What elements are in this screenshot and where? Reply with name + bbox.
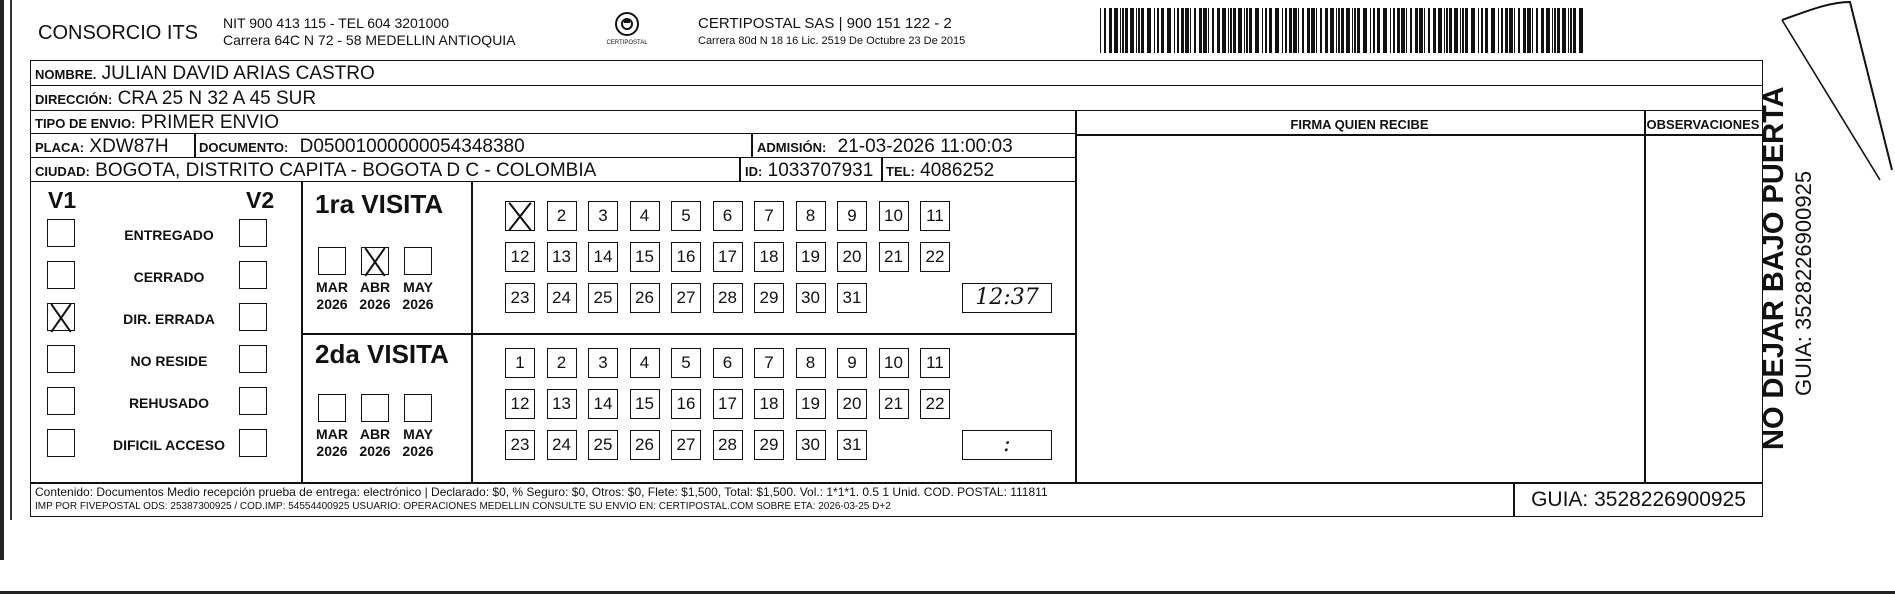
status-label: REHUSADO xyxy=(128,395,210,411)
month-label xyxy=(355,426,395,460)
barcode-bar xyxy=(1289,8,1292,53)
barcode-bar xyxy=(1444,8,1445,53)
month-year: 2026 xyxy=(402,296,434,312)
bottom-rule xyxy=(0,591,1895,594)
barcode-bar xyxy=(1130,8,1134,53)
barcode-bar xyxy=(1373,8,1375,53)
id-label: ID: xyxy=(745,164,763,179)
barcode-bar xyxy=(1212,8,1214,53)
barcode-bar xyxy=(1393,8,1395,53)
certipostal-logo xyxy=(597,8,657,54)
barcode-bar xyxy=(1415,8,1418,53)
barcode-bar xyxy=(1433,8,1436,53)
admision-label: ADMISIÓN: xyxy=(757,140,827,155)
day-box: 17 xyxy=(713,242,743,272)
month-checkbox xyxy=(318,247,346,275)
barcode-bar xyxy=(1478,8,1479,53)
direccion-label: DIRECCIÓN: xyxy=(35,92,113,107)
day-box: 11 xyxy=(920,201,950,231)
day-box: 11 xyxy=(920,348,950,378)
barcode-bar xyxy=(1228,8,1229,53)
barcode-bar xyxy=(1307,8,1310,53)
barcode-bar xyxy=(1275,8,1279,53)
day-box: 10 xyxy=(879,201,909,231)
barcode-bar xyxy=(1316,8,1317,53)
barcode-bar xyxy=(1357,8,1360,53)
barcode-bar xyxy=(1244,8,1245,53)
day-box: 7 xyxy=(754,201,784,231)
page-edge xyxy=(0,0,4,560)
month-year: 2026 xyxy=(402,443,434,459)
v2-checkbox xyxy=(239,303,267,331)
page-edge-inner xyxy=(10,0,12,520)
barcode-bar xyxy=(1190,8,1191,53)
logo-icon xyxy=(597,8,657,54)
barcode-bar xyxy=(1167,8,1171,53)
documento-label: DOCUMENTO: xyxy=(199,140,289,155)
v1-checkbox xyxy=(47,219,75,247)
barcode-bar xyxy=(1501,8,1503,53)
barcode-bar xyxy=(1194,8,1196,53)
barcode-bar xyxy=(1269,8,1272,53)
barcode-bar xyxy=(1471,8,1475,53)
barcode-bar xyxy=(1246,8,1248,53)
barcode-bar xyxy=(1449,8,1452,53)
status-label: DIFICIL ACCESO xyxy=(112,437,225,453)
day-box: 5 xyxy=(671,348,701,378)
day-box: 9 xyxy=(837,201,867,231)
side-guia: GUIA: 3528226900925 xyxy=(1791,170,1816,396)
day-box: 29 xyxy=(754,430,784,460)
day-box: 28 xyxy=(713,430,743,460)
v2-checkbox xyxy=(239,345,267,373)
barcode-bar xyxy=(1485,8,1488,53)
day-box: 13 xyxy=(547,389,577,419)
day-box: 23 xyxy=(505,430,535,460)
day-box: 13 xyxy=(547,242,577,272)
month-checkbox xyxy=(404,247,432,275)
month-name: MAR xyxy=(316,426,348,442)
barcode-bar xyxy=(1161,8,1164,53)
day-box: 22 xyxy=(920,242,950,272)
barcode-bar xyxy=(1536,8,1538,53)
time-box: : xyxy=(962,430,1052,460)
day-box: 3 xyxy=(588,348,618,378)
barcode-bar xyxy=(1203,8,1207,53)
barcode-bar xyxy=(1341,8,1344,53)
barcode-bar xyxy=(1428,8,1430,53)
month-name: MAY xyxy=(403,426,433,442)
month-label xyxy=(398,279,438,313)
day-box: 21 xyxy=(879,389,909,419)
ciudad-value: BOGOTA, DISTRITO CAPITA - BOGOTA D C - COLOMBIA xyxy=(95,160,597,181)
barcode-bar xyxy=(1481,8,1483,53)
day-box: 25 xyxy=(588,430,618,460)
day-box: 7 xyxy=(754,348,784,378)
barcode-bar xyxy=(1568,8,1569,53)
day-box: 30 xyxy=(796,430,826,460)
barcode-bar xyxy=(1208,8,1209,53)
barcode-bar xyxy=(1363,8,1367,53)
month-label xyxy=(355,279,395,313)
barcode-bar xyxy=(1185,8,1189,53)
barcode-bar xyxy=(1199,8,1202,53)
day-box: 29 xyxy=(754,283,784,313)
row-tipo xyxy=(31,111,1075,134)
barcode-bar xyxy=(1174,8,1175,53)
barcode-bar xyxy=(1330,8,1334,53)
company-name: CONSORCIO ITS xyxy=(38,22,199,44)
v2-header: V2 xyxy=(246,187,275,213)
barcode-bar xyxy=(1262,8,1263,53)
firma-header: FIRMA QUIEN RECIBE xyxy=(1290,117,1429,132)
day-box: 28 xyxy=(713,283,743,313)
side-warning: NO DEJAR BAJO PUERTA xyxy=(1758,86,1790,450)
barcode-bar xyxy=(1554,8,1556,53)
month-year: 2026 xyxy=(359,296,391,312)
placa-label: PLACA: xyxy=(35,140,85,155)
barcode-bar xyxy=(1401,8,1405,53)
day-box: 19 xyxy=(796,389,826,419)
month-checkbox xyxy=(318,394,346,422)
barcode-bar xyxy=(1465,8,1468,53)
barcode-bar xyxy=(1370,8,1371,53)
barcode-bar xyxy=(1570,8,1572,53)
month-name: MAY xyxy=(403,279,433,295)
tipo-value: PRIMER ENVIO xyxy=(140,112,279,133)
day-box: 3 xyxy=(588,201,618,231)
barcode-bar xyxy=(1446,8,1448,53)
day-box: 19 xyxy=(796,242,826,272)
barcode-bar xyxy=(1438,8,1442,53)
barcode-bar xyxy=(1141,8,1144,53)
day-box: 15 xyxy=(630,242,660,272)
barcode-bar xyxy=(1562,8,1566,53)
nit-line: NIT 900 413 115 - TEL 604 3201000 xyxy=(223,15,449,31)
observaciones-header: OBSERVACIONES xyxy=(1646,117,1760,132)
v2-checkbox xyxy=(239,261,267,289)
day-box: 5 xyxy=(671,201,701,231)
barcode-bar xyxy=(1573,8,1576,53)
barcode-bar xyxy=(1557,8,1560,53)
day-box: 10 xyxy=(879,348,909,378)
barcode-bar xyxy=(1120,8,1121,53)
barcode-bar xyxy=(1230,8,1232,53)
barcode-bar xyxy=(1147,8,1151,53)
barcode-bar xyxy=(1518,8,1520,53)
barcode-bar xyxy=(1346,8,1350,53)
day-box: 6 xyxy=(713,201,743,231)
barcode-bar xyxy=(1454,8,1458,53)
v2-checkbox xyxy=(239,387,267,415)
barcode-bar xyxy=(1122,8,1124,53)
status-label: ENTREGADO xyxy=(124,227,214,243)
barcode-bar xyxy=(1238,8,1242,53)
barcode-bar xyxy=(1419,8,1423,53)
nombre-value: JULIAN DAVID ARIAS CASTRO xyxy=(101,63,375,84)
day-box: 20 xyxy=(837,389,867,419)
day-box: 9 xyxy=(837,348,867,378)
barcode-bar xyxy=(1154,8,1155,53)
v1-checkbox xyxy=(47,303,75,331)
day-box: 31 xyxy=(837,283,867,313)
nombre-label: NOMBRE. xyxy=(35,67,97,82)
row-ciudad xyxy=(31,158,1075,182)
barcode-bar xyxy=(1157,8,1159,53)
month-year: 2026 xyxy=(316,296,348,312)
day-box: 14 xyxy=(588,389,618,419)
day-box: 18 xyxy=(754,389,784,419)
barcode-bar xyxy=(1320,8,1322,53)
day-box: 8 xyxy=(796,201,826,231)
day-box: 27 xyxy=(671,283,701,313)
v1-checkbox xyxy=(47,429,75,457)
barcode-bar xyxy=(1460,8,1461,53)
month-checkbox xyxy=(404,394,432,422)
day-box: 2 xyxy=(547,201,577,231)
month-checkbox xyxy=(361,394,389,422)
barcode-bar xyxy=(1177,8,1179,53)
footer-content: Contenido: Documentos Medio recepción prueba de entrega: electrónico | Declarado: $0, % Seguro: $0, Otros: $0, Flete: $1,500, Total: $1,500. Vol.: 1*1*1. 0.5 1 Unid. COD. POSTAL: 111811 xyxy=(35,485,1048,499)
v1-checkbox xyxy=(47,261,75,289)
barcode-bar xyxy=(1249,8,1252,53)
admision-value: 21-03-2026 11:00:03 xyxy=(837,136,1013,157)
barcode-bar xyxy=(1285,8,1287,53)
day-box: 4 xyxy=(630,348,660,378)
month-checkbox xyxy=(361,247,389,275)
barcode-bar xyxy=(1125,8,1128,53)
barcode-bar xyxy=(1336,8,1337,53)
day-box: 18 xyxy=(754,242,784,272)
placa-value: XDW87H xyxy=(89,136,169,157)
barcode-bar xyxy=(1410,8,1412,53)
barcode-bar xyxy=(1302,8,1304,53)
barcode-bar xyxy=(1222,8,1226,53)
day-box: 24 xyxy=(547,430,577,460)
barcode-bar xyxy=(1104,8,1106,53)
barcode-bar xyxy=(1424,8,1425,53)
day-box: 25 xyxy=(588,283,618,313)
tipo-label: TIPO DE ENVIO: xyxy=(35,116,136,131)
row-placa xyxy=(31,134,1075,158)
certipostal-address: Carrera 80d N 18 16 Lic. 2519 De Octubre 23 De 2015 xyxy=(698,35,966,47)
v1-checkbox xyxy=(47,345,75,373)
day-box: 12 xyxy=(505,242,535,272)
barcode-bar xyxy=(1498,8,1499,53)
barcode-bar xyxy=(1579,8,1583,53)
barcode-bar xyxy=(1377,8,1380,53)
day-box: 26 xyxy=(630,430,660,460)
barcode-bar xyxy=(1352,8,1353,53)
barcode-bar xyxy=(1383,8,1387,53)
tel-label: TEL: xyxy=(886,164,915,179)
barcode-bar xyxy=(1406,8,1407,53)
month-year: 2026 xyxy=(316,443,348,459)
v1-header: V1 xyxy=(48,187,77,213)
day-box: 8 xyxy=(796,348,826,378)
barcode-bar xyxy=(1523,8,1526,53)
visit2-title: 2da VISITA xyxy=(315,339,449,369)
status-label: NO RESIDE xyxy=(130,353,208,369)
day-box: 21 xyxy=(879,242,909,272)
barcode-bar xyxy=(1532,8,1533,53)
month-name: ABR xyxy=(359,279,391,295)
barcode-bar xyxy=(1298,8,1299,53)
barcode-bar xyxy=(1390,8,1391,53)
day-box xyxy=(505,201,535,231)
month-label xyxy=(398,426,438,460)
barcode-bar xyxy=(1217,8,1220,53)
day-box: 27 xyxy=(671,430,701,460)
barcode-bar xyxy=(1491,8,1495,53)
company-info xyxy=(223,15,516,49)
v2-checkbox xyxy=(239,219,267,247)
day-box: 4 xyxy=(630,201,660,231)
day-box: 12 xyxy=(505,389,535,419)
address-line: Carrera 64C N 72 - 58 MEDELLIN ANTIOQUIA xyxy=(223,32,516,48)
barcode-bar xyxy=(1311,8,1315,53)
day-box: 30 xyxy=(796,283,826,313)
v1-checkbox xyxy=(47,387,75,415)
footer-imp: IMP POR FIVEPOSTAL ODS: 25387300925 / COD.IMP: 54554400925 USUARIO: OPERACIONES MEDELLIN CONSULTE SU ENVIO EN: CERTIPOSTAL.COM SOBRE ETA: 2026-03-25 D+2 xyxy=(35,501,891,512)
month-label xyxy=(312,426,352,460)
month-year: 2026 xyxy=(359,443,391,459)
day-box: 23 xyxy=(505,283,535,313)
day-box: 1 xyxy=(505,348,535,378)
barcode-bar xyxy=(1293,8,1297,53)
delivery-form xyxy=(30,60,1763,517)
barcode-bar xyxy=(1138,8,1140,53)
barcode-bar xyxy=(1527,8,1531,53)
day-box: 22 xyxy=(920,389,950,419)
day-box: 26 xyxy=(630,283,660,313)
ciudad-label: CIUDAD: xyxy=(35,164,90,179)
row-nombre xyxy=(31,61,1762,86)
day-box: 24 xyxy=(547,283,577,313)
barcode-bar xyxy=(1546,8,1550,53)
barcode-bar xyxy=(1181,8,1184,53)
day-box: 2 xyxy=(547,348,577,378)
barcode-bar xyxy=(1514,8,1515,53)
day-box: 17 xyxy=(713,389,743,419)
direccion-value: CRA 25 N 32 A 45 SUR xyxy=(117,88,317,109)
barcode xyxy=(1100,8,1588,53)
logo-caption: CERTIPOSTAL xyxy=(606,40,648,46)
v2-checkbox xyxy=(239,429,267,457)
certipostal-line: CERTIPOSTAL SAS | 900 151 122 - 2 xyxy=(698,15,952,32)
status-label: CERRADO xyxy=(133,269,205,285)
day-box: 15 xyxy=(630,389,660,419)
barcode-bar xyxy=(1282,8,1283,53)
barcode-bar xyxy=(1505,8,1508,53)
documento-value: D05001000000054348380 xyxy=(299,136,525,157)
barcode-bar xyxy=(1509,8,1513,53)
day-box: 16 xyxy=(671,389,701,419)
barcode-bar xyxy=(1100,8,1101,53)
barcode-bar xyxy=(1136,8,1137,53)
row-direccion xyxy=(31,86,1762,111)
day-box: 14 xyxy=(588,242,618,272)
tel-value: 4086252 xyxy=(920,160,995,181)
day-box: 31 xyxy=(837,430,867,460)
month-name: MAR xyxy=(316,279,348,295)
day-box: 16 xyxy=(671,242,701,272)
id-value: 1033707931 xyxy=(767,160,874,181)
barcode-bar xyxy=(1541,8,1544,53)
visit1-title: 1ra VISITA xyxy=(315,189,444,219)
barcode-bar xyxy=(1462,8,1464,53)
barcode-bar xyxy=(1354,8,1356,53)
time-box: 12:37 xyxy=(962,283,1052,313)
day-box: 6 xyxy=(713,348,743,378)
day-box: 20 xyxy=(837,242,867,272)
barcode-bar xyxy=(1233,8,1236,53)
month-label xyxy=(312,279,352,313)
barcode-bar xyxy=(1552,8,1553,53)
footer-guia: GUIA: 3528226900925 xyxy=(1531,488,1746,511)
barcode-bar xyxy=(1325,8,1328,53)
barcode-bar xyxy=(1397,8,1400,53)
barcode-bar xyxy=(1265,8,1267,53)
barcode-bar xyxy=(1114,8,1118,53)
month-name: ABR xyxy=(359,426,391,442)
barcode-bar xyxy=(1109,8,1112,53)
barcode-bar xyxy=(1338,8,1340,53)
status-label: DIR. ERRADA xyxy=(123,311,215,327)
barcode-bar xyxy=(1255,8,1259,53)
